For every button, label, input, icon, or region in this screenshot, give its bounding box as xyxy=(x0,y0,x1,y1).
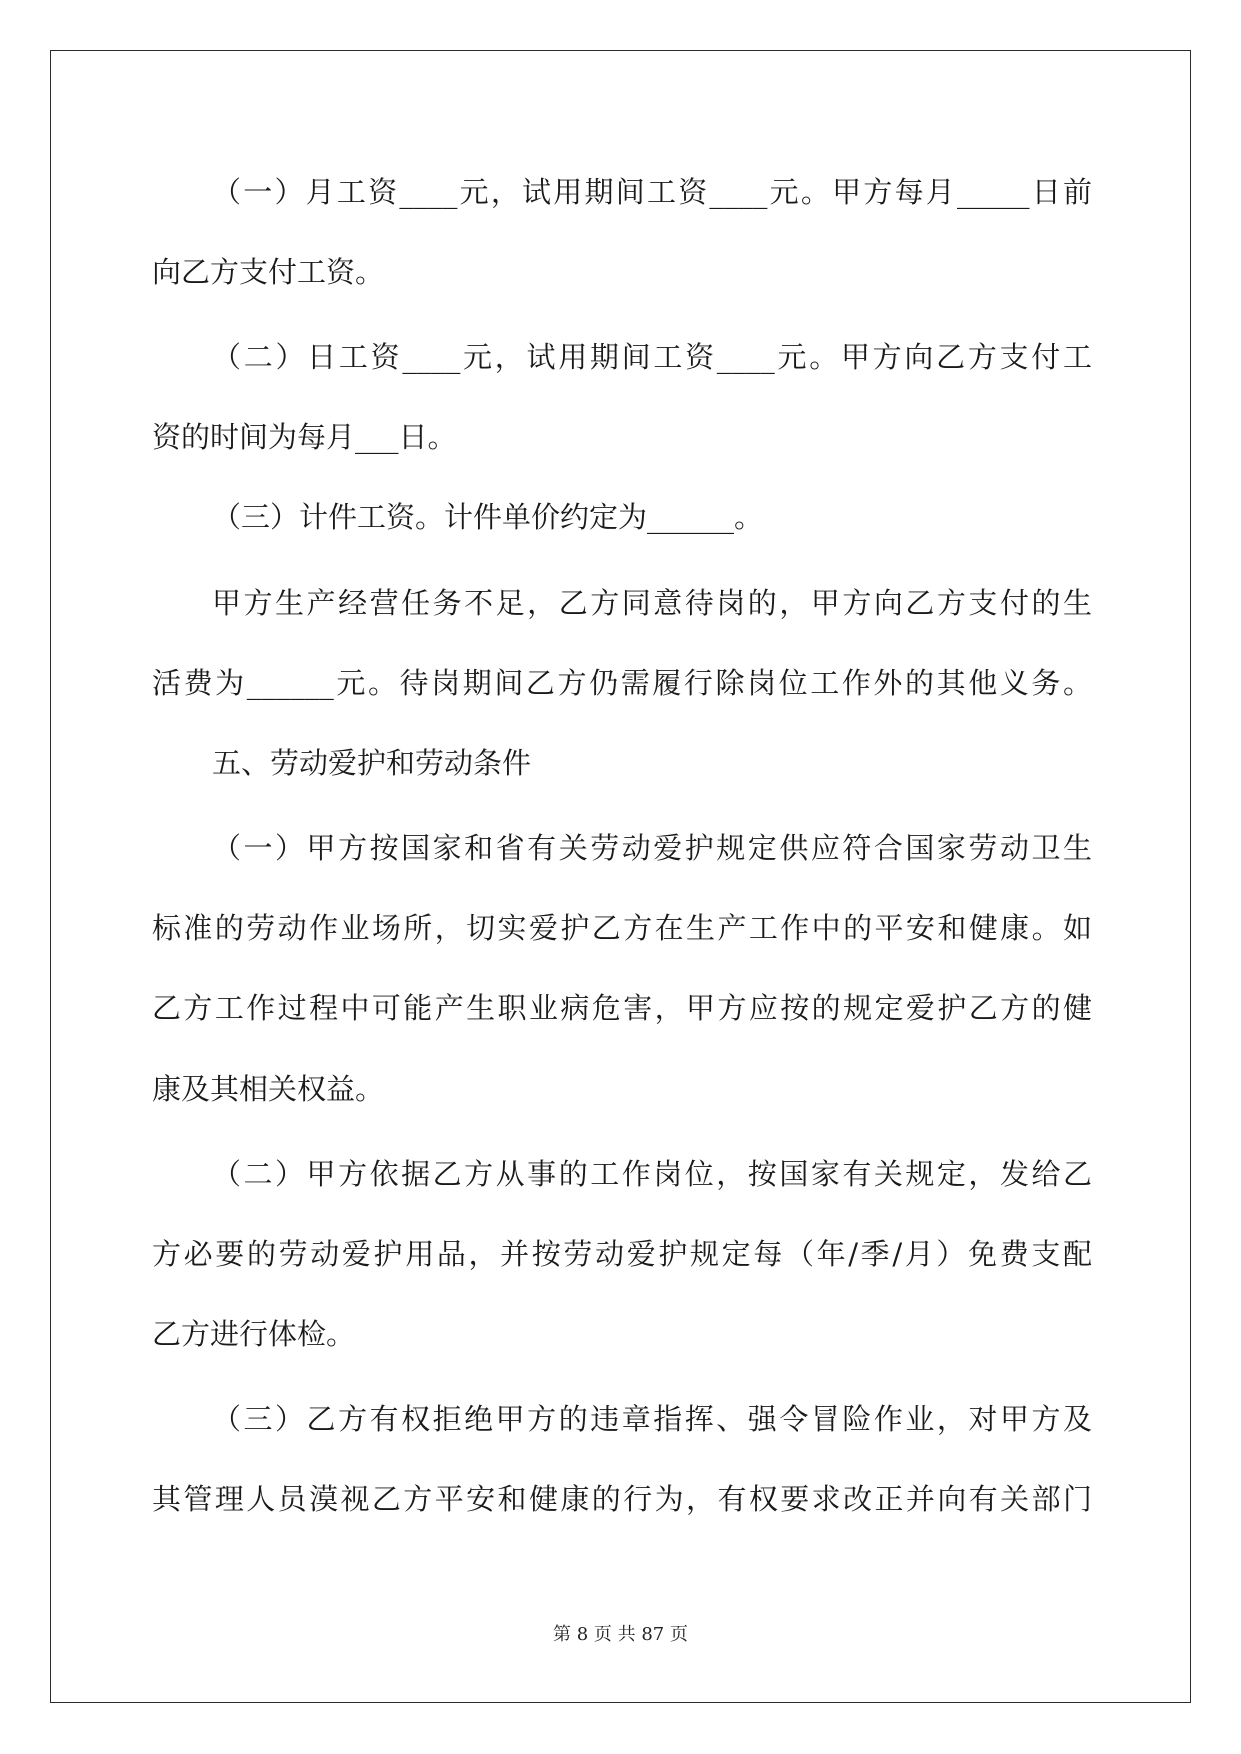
paragraph-line: 标准的劳动作业场所，切实爱护乙方在生产工作中的平安和健康。如 xyxy=(152,911,1092,945)
paragraph-line: 资的时间为每月___日。 xyxy=(152,420,457,454)
paragraph-line: （一）甲方按国家和省有关劳动爱护规定供应符合国家劳动卫生 xyxy=(212,831,1092,865)
paragraph-line: 乙方工作过程中可能产生职业病危害，甲方应按的规定爱护乙方的健 xyxy=(152,991,1092,1025)
paragraph-line: 康及其相关权益。 xyxy=(152,1072,385,1106)
section-heading: 五、劳动爱护和劳动条件 xyxy=(212,746,532,780)
page-border xyxy=(50,50,1191,1703)
paragraph-line: （二）日工资____元，试用期间工资____元。甲方向乙方支付工 xyxy=(212,340,1092,374)
paragraph-line: 乙方进行体检。 xyxy=(152,1317,356,1351)
paragraph-line: （二）甲方依据乙方从事的工作岗位，按国家有关规定，发给乙 xyxy=(212,1157,1092,1191)
paragraph-line: 活费为______元。待岗期间乙方仍需履行除岗位工作外的其他义务。 xyxy=(152,666,1092,700)
paragraph-line: （三）乙方有权拒绝甲方的违章指挥、强令冒险作业，对甲方及 xyxy=(212,1402,1092,1436)
paragraph-line: 方必要的劳动爱护用品，并按劳动爱护规定每（年/季/月）免费支配 xyxy=(152,1237,1092,1271)
paragraph-line: 向乙方支付工资。 xyxy=(152,255,385,289)
paragraph-line: 甲方生产经营任务不足，乙方同意待岗的，甲方向乙方支付的生 xyxy=(212,586,1092,620)
paragraph-line: 其管理人员漠视乙方平安和健康的行为，有权要求改正并向有关部门 xyxy=(152,1482,1092,1516)
paragraph-line: （一）月工资____元，试用期间工资____元。甲方每月_____日前 xyxy=(212,175,1092,209)
page-number-footer: 第 8 页 共 87 页 xyxy=(553,1624,688,1645)
paragraph-line: （三）计件工资。计件单价约定为______。 xyxy=(212,500,764,534)
